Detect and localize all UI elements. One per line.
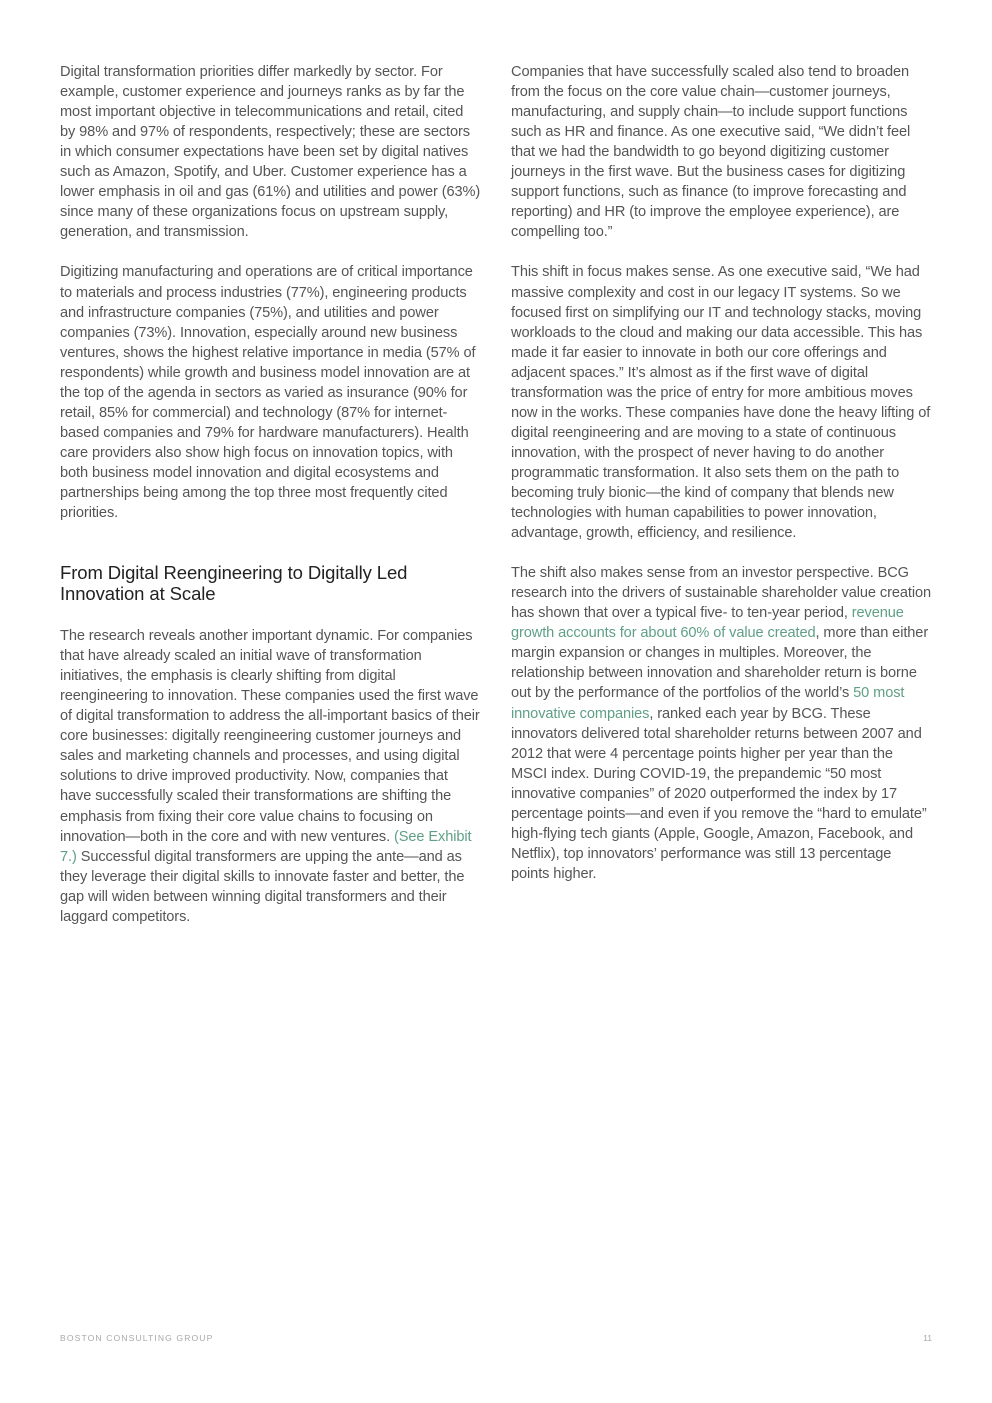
section-heading: From Digital Reengineering to Digitally Led Innovation at Scale	[60, 562, 408, 604]
paragraph-research-dynamic	[60, 626, 481, 927]
paragraph-sector-priorities: Digital transformation priorities differ markedly by sector. For example, customer experience and journeys ranks as by far the most important objective in telecommunications and retail, cited by 98% and 97% of respondents, respectively; these are sectors in which consumer expectations have been set by digital natives such as Amazon, Spotify, and Uber. Customer experience has a lower emphasis in oil and gas (61%) and utilities and power (63%) since many of these organizations focus on upstream supply, generation, and transmission.	[60, 64, 481, 241]
page-number: 11	[923, 1333, 932, 1343]
most-innovative-companies-link[interactable]: 50 most innovative companies	[511, 685, 905, 722]
paragraph-text: , ranked each year by BCG. These innovators delivered total shareholder returns between 2007 and 2012 that were 4 percentage points higher per year than the MSCI index. During COVID-19, the prepandemic “50 most innovative companies” of 2020 outperformed the index by 17 percentage points—and even if you remove the “hard to emulate” high-flying tech giants (Apple, Google, Amazon, Facebook, and Netflix), top innovators’ performance was still 13 percentage points higher.	[511, 705, 927, 882]
revenue-growth-link[interactable]: revenue growth accounts for about 60% of value created	[511, 605, 904, 642]
paragraph-investor-perspective	[511, 563, 932, 884]
paragraph-shift-in-focus: This shift in focus makes sense. As one executive said, “We had massive complexity and cost in our legacy IT systems. So we focused first on simplifying our IT and technology stacks, moving workloads to the cloud and making our data accessible. This has made it far easier to innovate in both our core offerings and adjacent spaces.” It’s almost as if the first wave of digital transformation was the price of entry for more ambitious moves now in the works. These companies have done the heavy lifting of digital reengineering and are moving to a state of continuous innovation, with the prospect of never having to do another programmatic transformation. It also sets them on the path to becoming truly bionic—the kind of company that blends new technologies with human capabilities to power innovation, advantage, growth, efficiency, and resilience.	[511, 264, 931, 542]
paragraph-manufacturing-innovation: Digitizing manufacturing and operations are of critical importance to materials and process industries (77%), engineering products and infrastructure companies (75%), and utilities and power companies (73%). Innovation, especially around new business ventures, shows the highest relative importance in media (57% of respondents) while growth and business model innovation are at the top of the agenda in sectors as varied as insurance (90% for retail, 85% for commercial) and technology (87% for internet-based companies and 79% for hardware manufacturers). Health care providers also show high focus on innovation topics, with both business model innovation and digital ecosystems and partnerships being among the top three most frequently cited priorities.	[60, 264, 476, 522]
paragraph-text: The research reveals another important dynamic. For companies that have already scaled an initial wave of transformation initiatives, the emphasis is clearly shifting from digital reengineering to innovation. These companies used the first wave of digital transformation to address the all-important basics of their core businesses: digitally reengineering customer journeys and sales and marketing channels and processes, and using digital solutions to drive improved productivity. Now, companies that have successfully scaled their transformations are shifting the emphasis from fixing their core value chains to focusing on innovation—both in the core and with new ventures.	[60, 628, 480, 845]
paragraph-support-functions: Companies that have successfully scaled also tend to broaden from the focus on the core value chain—customer journeys, manufacturing, and supply chain—to include support functions such as HR and finance. As one executive said, “We didn’t feel that we had the bandwidth to go beyond digitizing customer journeys in the first wave. But the business cases for digitizing support functions, such as finance (to improve forecasting and reporting) and HR (to improve the employee experience), are compelling too.”	[511, 64, 911, 241]
paragraph-text: Successful digital transformers are upping the ante—and as they leverage their digital skills to innovate faster and better, the gap will widen between winning digital transformers and their laggard competitors.	[60, 848, 465, 925]
footer-organization: BOSTON CONSULTING GROUP	[60, 1333, 214, 1343]
paragraph-text: The shift also makes sense from an investor perspective. BCG research into the drivers of sustainable shareholder value creation has shown that over a typical five- to ten-year period,	[511, 565, 932, 622]
left-column	[60, 62, 481, 947]
paragraph-text: , more than either margin expansion or changes in multiples. Moreover, the relationship between innovation and shareholder return is borne out by the performance of the portfolios of the world’s	[511, 625, 929, 702]
exhibit-7-link[interactable]: (See Exhibit 7.)	[60, 828, 472, 865]
right-column	[511, 62, 932, 904]
